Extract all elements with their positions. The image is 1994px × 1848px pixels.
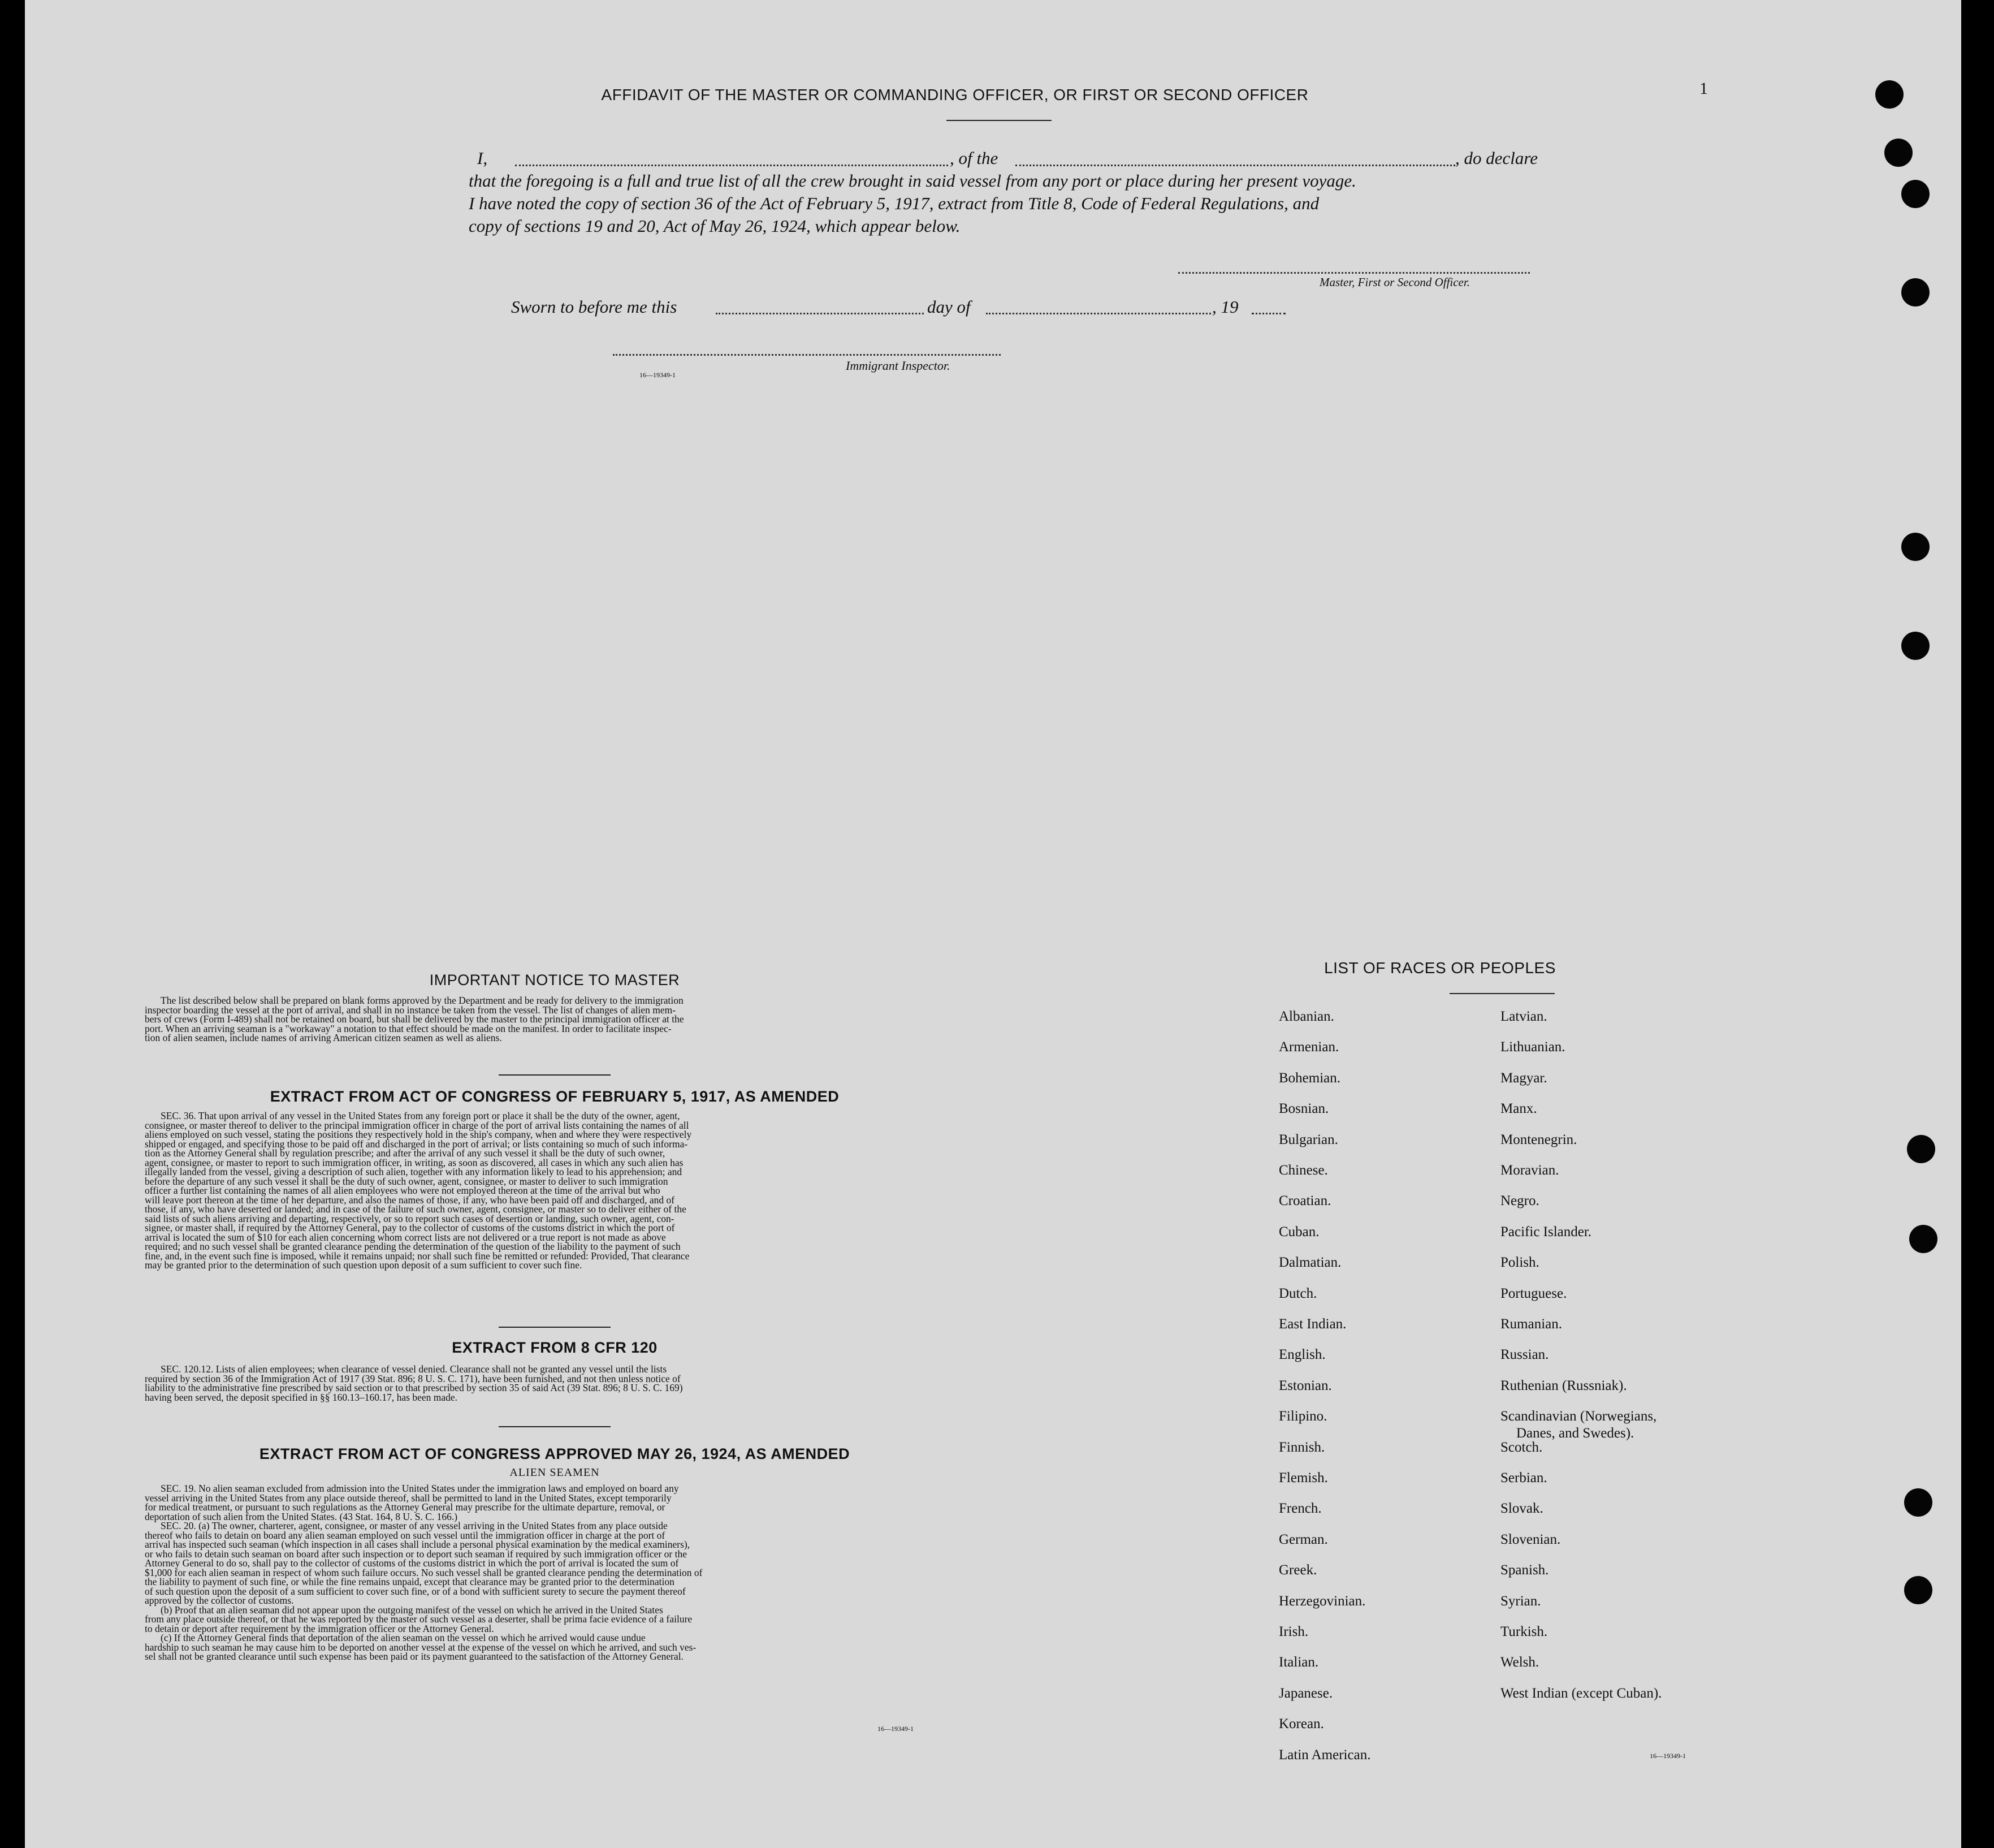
extract-line: (b) Proof that an alien seaman did not appear upon the outgoing manifest of the vessel on which he arrived in the United States [161,1604,663,1616]
extract-line: officer a further list containing the names of all alien employees who were not employed thereon at the time of the arrival but who [145,1185,660,1196]
extract-line: sel shall not be granted clearance until such expense has been paid or its payment guaranteed to the satisfaction of the Attorney General. [145,1651,684,1662]
punch-hole [1904,1488,1932,1517]
race-item: Portuguese. [1500,1285,1567,1301]
extract-line: arrival has inspected such seaman (which inspection in all cases shall include a personal physical examination by the medical examiners), [145,1539,690,1550]
vessel-name-blank [1015,165,1455,166]
race-item: West Indian (except Cuban). [1500,1685,1662,1701]
races-title: LIST OF RACES OR PEOPLES [1324,959,1556,977]
sworn-year-blank [1252,313,1286,314]
extract-1924-section [145,1445,964,1661]
sworn-day-blank [716,313,924,314]
extract-line: SEC. 120.12. Lists of alien employees; when clearance of vessel denied. Clearance shall not be granted any vessel until the lists [161,1363,667,1375]
affidavit-line-1 [25,148,1961,171]
extract-line: arrival is located the sum of $10 for each alien concerning whom correct lists are not delivered or a true report is not made as above [145,1231,666,1243]
race-item: Magyar. [1500,1070,1547,1086]
races-form-number: 16—19349-1 [1650,1752,1686,1760]
extract-line: shipped or engaged, and specifying those to be paid off and discharged in the port of arrival; or lists containing so much of such informa- [145,1138,688,1150]
race-item: Slovak. [1500,1501,1543,1517]
declarant-prefix: I, [477,148,488,168]
race-item: Armenian. [1279,1039,1339,1055]
race-item: Scandinavian (Norwegians, [1500,1409,1657,1424]
extract-line: $1,000 for each alien seaman in respect of whom such failure occurs. No such vessel shall be granted clearance pending the determination of [145,1566,703,1578]
section-divider [499,1074,611,1076]
race-item: Negro. [1500,1193,1539,1209]
race-item: Flemish. [1279,1470,1328,1486]
declarant-name-blank [515,165,948,166]
notice-line: port. When an arriving seaman is a "workaway" a notation to that effect should be made on the manifest. In order to facilitate inspec- [145,1022,672,1034]
extract-line: SEC. 19. No alien seaman excluded from admission into the United States under the immigration laws and employed on board any [161,1483,679,1494]
race-item: Japanese. [1279,1685,1333,1701]
extract-line: (c) If the Attorney General finds that deportation of the alien seaman on the vessel on which he arrived would cause undue [161,1632,646,1643]
race-item: East Indian. [1279,1316,1347,1332]
notice-line: bers of crews (Form I-489) shall not be retained on board, but shall be delivered by the master to the principal immigration officer at the [145,1013,684,1025]
master-signature-blank [1178,272,1530,274]
extract-line: from any place outside thereof, or that he was reported by the master of such vessel as a deserter, shall be prima facie evidence of a failure [145,1613,693,1625]
race-item: Finnish. [1279,1439,1325,1455]
race-item: Latvian. [1500,1009,1547,1024]
race-item: Greek. [1279,1562,1317,1578]
affidavit-line-4: copy of sections 19 and 20, Act of May 26, 1924, which appear below. [469,216,961,236]
race-item: Turkish. [1500,1624,1548,1639]
extract-1917-text [145,1111,964,1270]
extract-line: may be granted prior to the determination of such question upon deposit of a sum sufficient to cover such fine. [145,1259,582,1271]
extract-line: consignee, or master thereof to deliver to the principal immigration officer in charge of the port of arrival lists containing the names of all [145,1119,689,1131]
section-divider [499,1426,611,1427]
day-of-label: day of [927,297,971,317]
race-item: Albanian. [1279,1009,1334,1024]
extract-line: required; and no such vessel shall be granted clearance pending the determination of the question of the liability to the payment of such [145,1241,681,1252]
notice-line: inspector boarding the vessel at the port of arrival, and shall in no instance be taken from the vessel. The list of changes of alien mem- [145,1004,676,1016]
races-title-divider [1450,993,1555,994]
extract-line: aliens employed on such vessel, stating the positions they respectively hold in the ship's company, when and where they were respectively [145,1129,692,1140]
inspector-label: Immigrant Inspector. [846,359,950,373]
extract-line: for medical treatment, or pursuant to such regulations as the Attorney General may prescribe for the ultimate departure, removal, or [145,1501,665,1513]
extract-1917-title: EXTRACT FROM ACT OF CONGRESS OF FEBRUARY 5, 1917, AS AMENDED [270,1088,840,1105]
punch-hole [1909,1225,1937,1253]
affidavit-title: AFFIDAVIT OF THE MASTER OR COMMANDING OFFICER, OR FIRST OR SECOND OFFICER [601,86,1309,103]
extract-line: SEC. 20. (a) The owner, charterer, agent, consignee, or master of any vessel arriving in the United States from any place outside [161,1520,668,1531]
title-divider [946,120,1052,121]
notice-text [145,996,964,1043]
extract-line: before the departure of any such vessel it shall be the duty of such owner, agent, consignee, or master to deliver to such immigration [145,1175,668,1187]
extract-form-number: 16—19349-1 [877,1725,914,1733]
race-item: Dutch. [1279,1285,1317,1301]
extract-cfr-title: EXTRACT FROM 8 CFR 120 [452,1339,658,1356]
extract-line: thereof who fails to detain on board any alien seaman employed on such vessel until the immigration officer in charge at the port of [145,1529,665,1541]
extract-line: tion as the Attorney General shall by regulation prescribe; and after the arrival of any such vessel it shall be the duty of such owner, [145,1147,665,1159]
section-divider [499,1327,611,1328]
extract-line: illegally landed from the vessel, giving a description of such alien, together with any information likely to lead to his apprehension; and [145,1166,682,1177]
punch-hole [1901,533,1930,561]
notice-title: IMPORTANT NOTICE TO MASTER [429,972,680,988]
extract-line: of such question upon the deposit of a sum sufficient to cover such fine, or of a bond with sufficient surety to secure the payment thereof [145,1585,686,1597]
race-item: Bulgarian. [1279,1132,1338,1147]
race-item: Bohemian. [1279,1070,1341,1086]
punch-hole [1901,632,1930,660]
extract-line: signee, or master shall, if required by the Attorney General, pay to the collector of customs of the customs district in which the port of [145,1222,675,1233]
extract-line: liability to the administrative fine prescribed by said section or to that prescribed by section 35 of said Act (39 Stat. 896; 8 U. S. C. 169) [145,1382,683,1393]
race-item: Russian. [1500,1347,1549,1363]
extract-line: to detain or deport after requirement by the immigration officer or the Attorney General. [145,1622,494,1634]
extract-line: deportation of such alien from the United States. (43 Stat. 164, 8 U. S. C. 166.) [145,1510,458,1522]
affidavit-line-3: I have noted the copy of section 36 of the Act of February 5, 1917, extract from Title 8, Code of Federal Regulations, and [469,193,1320,213]
race-item: Filipino. [1279,1409,1327,1424]
master-signature-label: Master, First or Second Officer. [1320,275,1470,289]
punch-hole [1875,80,1904,109]
race-item: Slovenian. [1500,1531,1561,1547]
notice-line: tion of alien seamen, include names of arriving American citizen seamen as well as aliens. [145,1032,502,1043]
extract-line: approved by the collector of customs. [145,1595,294,1606]
race-item: Danes, and Swedes). [1516,1426,1634,1441]
extract-line: Attorney General to do so, shall pay to the collector of customs of the customs district in which the port of arrival is located the sum of [145,1557,679,1569]
extract-line: will leave port thereon at the time of her departure, and also the names of those, if any, who have been paid off and discharged, and of [145,1194,675,1206]
race-item: Estonian. [1279,1378,1332,1393]
extract-line: fine, and, in the event such fine is imposed, while it remains unpaid; nor shall such fine be remitted or refunded: Provided, That clearance [145,1250,690,1262]
punch-hole [1901,180,1930,208]
race-item: Ruthenian (Russniak). [1500,1378,1627,1393]
year-label: , 19 [1212,297,1239,317]
race-item: Polish. [1500,1255,1539,1271]
notice-section [145,972,964,1043]
race-item: French. [1279,1501,1322,1517]
of-the-label: , of the [950,148,998,168]
extract-cfr-text [145,1365,964,1402]
punch-hole [1904,1576,1932,1604]
page-mark: 1 [1699,79,1708,98]
affidavit-form-number: 16—19349-1 [639,371,676,379]
race-item: Pacific Islander. [1500,1224,1592,1240]
race-item: Scotch. [1500,1439,1543,1455]
race-item: Croatian. [1279,1193,1331,1209]
extract-line: agent, consignee, or master to report to such immigration officer, in writing, as soon as discovered, all cases in which any such alien has [145,1156,684,1168]
extract-line: required by section 36 of the Immigration Act of 1917 (39 Stat. 896; 8 U. S. C. 171), have been furnished, and not then unless notice of [145,1372,681,1384]
extract-cfr-section [145,1339,964,1402]
extract-1924-title: EXTRACT FROM ACT OF CONGRESS APPROVED MAY 26, 1924, AS AMENDED [259,1445,850,1462]
punch-hole [1907,1135,1935,1163]
extract-line: vessel arriving in the United States from any place outside thereof, shall be permitted to land in the United States, except temporarily [145,1492,672,1504]
extract-line: SEC. 36. That upon arrival of any vessel in the United States from any foreign port or place it shall be the duty of the owner, agent, [161,1110,680,1121]
race-item: Latin American. [1279,1747,1371,1763]
do-declare-label: , do declare [1455,148,1538,168]
extract-line: or who fails to detain such seaman on board after such inspection or to deport such seaman if required by such immigration officer or the [145,1548,687,1560]
notice-line: The list described below shall be prepared on blank forms approved by the Department and be ready for delivery to the immigration [161,995,684,1006]
race-item: Italian. [1279,1655,1319,1670]
race-item: Cuban. [1279,1224,1320,1240]
extract-1924-text [145,1484,964,1661]
race-item: Montenegrin. [1500,1132,1577,1147]
inspector-signature-blank [613,354,1001,356]
race-item: Manx. [1500,1101,1537,1117]
race-item: Bosnian. [1279,1101,1329,1117]
race-item: Serbian. [1500,1470,1547,1486]
race-item: Syrian. [1500,1593,1541,1609]
sworn-month-blank [986,313,1211,314]
race-item: German. [1279,1531,1328,1547]
race-item: Korean. [1279,1716,1324,1732]
extract-line: the liability to payment of such fine, or while the fine remains unpaid, except that clearance may be granted prior to the determination [145,1576,674,1587]
race-item: Irish. [1279,1624,1309,1639]
race-item: Dalmatian. [1279,1255,1342,1271]
race-item: Moravian. [1500,1163,1559,1178]
affidavit-line-2: that the foregoing is a full and true list of all the crew brought in said vessel from any port or place during her present voyage. [469,171,1356,191]
extract-1924-subtitle: ALIEN SEAMEN [509,1466,600,1479]
extract-line: those, if any, who have deserted or landed; and in case of the failure of such owner, agent, consignee, or master so to deliver either of the [145,1203,686,1215]
race-item: Rumanian. [1500,1316,1563,1332]
extract-line: hardship to such seaman he may cause him to be deported on another vessel at the expense of the vessel on which he arrived, and such ves- [145,1641,697,1653]
race-item: Spanish. [1500,1562,1549,1578]
race-item: Welsh. [1500,1655,1539,1670]
race-item: English. [1279,1347,1326,1363]
sworn-line [25,297,1961,319]
document-sheet [25,0,1961,1848]
race-item: Chinese. [1279,1163,1328,1178]
race-item: Herzegovinian. [1279,1593,1366,1609]
extract-1917-section [145,1088,964,1270]
race-item: Lithuanian. [1500,1039,1565,1055]
sworn-label: Sworn to before me this [511,297,677,317]
extract-line: having been served, the deposit specified in §§ 160.13–160.17, has been made. [145,1391,458,1403]
extract-line: said lists of such aliens arriving and departing, respectively, or so to report such cases of desertion or landing, such owner, agent, con- [145,1212,674,1224]
